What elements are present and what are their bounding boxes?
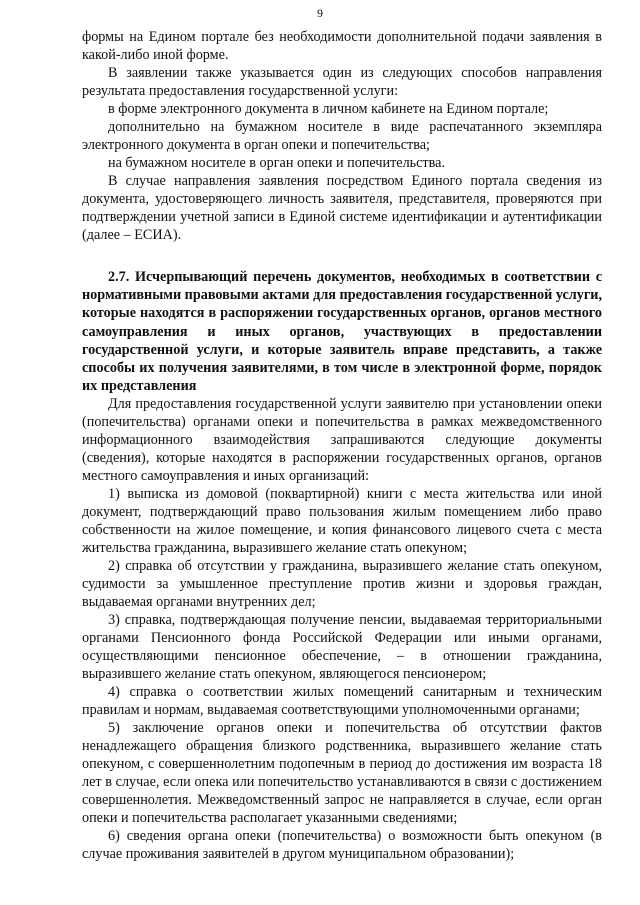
list-item: 5) заключение органов опеки и попечительства об отсутствии фактов ненадлежащего обращения близкого родственника, выразившего желание стать опекуном, с совершеннолетним подопечным в период до достижения им возраста 18 лет в случае, если опека или попечительство устанавливаются в связи с достижением совершеннолетия. Межведомственный запрос не направляется в случае, если орган опеки и попечительства располагает указанными сведениями; <box>82 720 602 827</box>
page-number: 9 <box>317 6 323 20</box>
paragraph-esia: В случае направления заявления посредством Единого портала сведения из документа, удостоверяющего личность заявителя, представителя, проверяются при подтверждении учетной записи в Единой системе идентификации и аутентификации (далее – ЕСИА). <box>82 173 602 243</box>
paragraph-result-methods: В заявлении также указывается один из следующих способов направления результата предоставления государственной услуги: <box>82 65 602 99</box>
section-heading: 2.7. Исчерпывающий перечень документов, необходимых в соответствии с нормативными правовыми актами для предоставления государственной услуги, которые находятся в распоряжении государственных органов, органов местного самоуправления и иных органов, участвующих в предоставлении государственной услуги, и которые заявитель вправе представить, а также способы их получения заявителями, в том числе в электронной форме, порядок их представления <box>82 269 603 395</box>
list-item: 4) справка о соответствии жилых помещений санитарным и техническим правилам и нормам, выдаваемая соответствующими уполномоченными органами; <box>82 684 602 719</box>
list-item: 6) сведения органа опеки (попечительства) о возможности быть опекуном (в случае проживания заявителей в другом муниципальном образовании); <box>82 828 602 863</box>
section-intro: Для предоставления государственной услуги заявителю при установлении опеки (попечительства) органами опеки и попечительства в рамках межведомственного информационного взаимодействия запрашиваются следующие документы (сведения), которые находятся в распоряжении государственных органов, органов местного самоуправления и иных организаций: <box>82 396 602 485</box>
list-item: 1) выписка из домовой (поквартирной) книги с места жительства или иной документ, подтверждающий право пользования жилым помещением либо право собственности на жилое помещение, и копия финансового лицевого счета с места жительства гражданина, выразившего желание стать опекуном; <box>82 486 602 557</box>
list-item: 2) справка об отсутствии у гражданина, выразившего желание стать опекуном, судимости за умышленное преступление против жизни и здоровья граждан, выдаваемая органами внутренних дел; <box>82 558 602 611</box>
paragraph-method-electronic: в форме электронного документа в личном кабинете на Едином портале; <box>108 101 549 117</box>
paragraph-method-paper-copy: дополнительно на бумажном носителе в виде распечатанного экземпляра электронного документа в орган опеки и попечительства; <box>82 119 602 153</box>
paragraph-continuation: формы на Едином портале без необходимости дополнительной подачи заявления в какой-либо иной форме. <box>82 29 602 63</box>
document-body <box>82 28 602 863</box>
paragraph-method-paper: на бумажном носителе в орган опеки и попечительства. <box>108 155 445 171</box>
list-item: 3) справка, подтверждающая получение пенсии, выдаваемая территориальными органами Пенсионного фонда Российской Федерации или иными органами, осуществляющими пенсионное обеспечение, – в отношении гражданина, выразившего желание стать опекуном, являющегося пенсионером; <box>82 612 602 683</box>
